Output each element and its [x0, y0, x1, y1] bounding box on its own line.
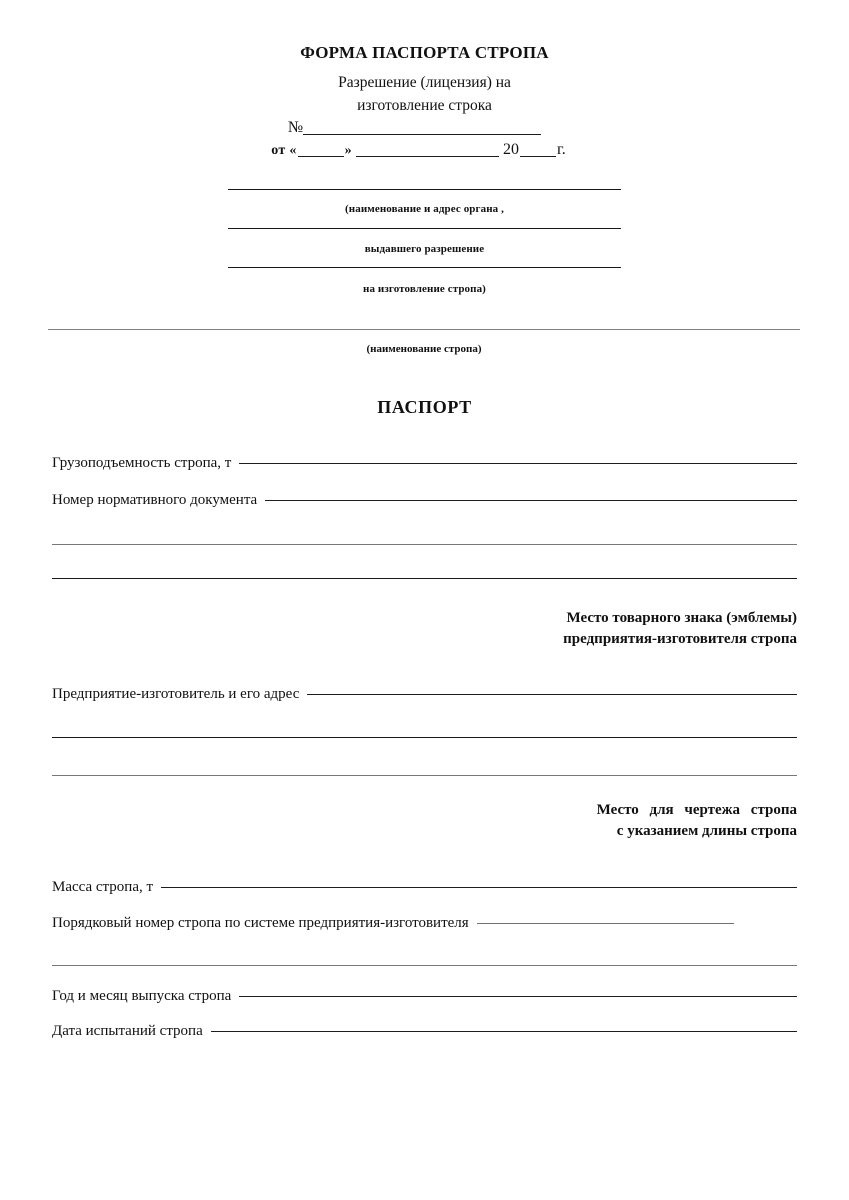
field-serial-number-continuation[interactable]	[52, 965, 797, 966]
field-serial-number	[52, 915, 797, 932]
field-production-date-label: Год и месяц выпуска стропа	[52, 988, 232, 1004]
page-title: ФОРМА ПАСПОРТА СТРОПА	[300, 43, 549, 62]
license-year-suffix: г.	[556, 141, 566, 158]
field-load-capacity-label: Грузоподъемность стропа, т	[52, 455, 232, 471]
field-sling-mass-blank[interactable]	[161, 887, 797, 888]
authority-caption-3: на изготовление стропа)	[363, 283, 486, 295]
license-number-label: №	[287, 119, 304, 136]
authority-caption-2: выдавшего разрешение	[364, 243, 485, 255]
field-test-date-blank[interactable]	[211, 1031, 797, 1032]
sling-name-caption: (наименование стропа)	[366, 343, 482, 355]
license-date-row	[0, 141, 849, 159]
note-drawing-line-2: с указанием длины стропа	[616, 823, 797, 839]
field-load-capacity-blank[interactable]	[239, 463, 797, 464]
note-drawing-line-1: Место для чертежа стропа	[596, 802, 797, 818]
license-number-blank[interactable]	[303, 134, 541, 135]
note-trademark-line-2: предприятия-изготовителя стропа	[563, 631, 797, 647]
note-drawing-place	[597, 800, 797, 842]
field-standard-number	[52, 492, 797, 509]
field-standard-number-continuation-1[interactable]	[52, 544, 797, 545]
field-serial-number-label: Порядковый номер стропа по системе предприятия-изготовителя	[52, 915, 469, 931]
subtitle-line-1: Разрешение (лицензия) на	[338, 74, 511, 91]
authority-blank-line-2[interactable]	[228, 228, 621, 229]
field-standard-number-blank[interactable]	[265, 500, 797, 501]
field-test-date	[52, 1023, 797, 1040]
field-load-capacity	[52, 455, 797, 472]
field-sling-mass	[52, 879, 797, 896]
field-manufacturer-continuation-2[interactable]	[52, 775, 797, 776]
license-day-blank[interactable]	[298, 156, 344, 157]
field-manufacturer-address-blank[interactable]	[307, 694, 797, 695]
authority-blank-line-1[interactable]	[228, 189, 621, 190]
note-trademark-line-1: Место товарного знака (эмблемы)	[566, 610, 797, 626]
license-date-quote-close: »	[344, 143, 352, 158]
field-manufacturer-continuation-1[interactable]	[52, 737, 797, 738]
field-standard-number-continuation-2[interactable]	[52, 578, 797, 579]
field-manufacturer-address-label: Предприятие-изготовитель и его адрес	[52, 686, 300, 702]
field-production-date-blank[interactable]	[239, 996, 797, 997]
sling-name-blank-line[interactable]	[48, 329, 800, 330]
field-serial-number-blank[interactable]	[477, 923, 734, 924]
note-trademark-place	[563, 608, 797, 650]
license-year-blank[interactable]	[520, 156, 556, 157]
license-month-blank[interactable]	[356, 156, 499, 157]
subtitle-line-2: изготовление строка	[357, 97, 492, 114]
field-sling-mass-label: Масса стропа, т	[52, 879, 154, 895]
license-number-row	[0, 119, 849, 137]
authority-caption-1: (наименование и адрес органа ,	[345, 203, 504, 215]
passport-heading: ПАСПОРТ	[377, 397, 472, 417]
license-year-prefix: 20	[502, 141, 519, 158]
authority-blank-line-3[interactable]	[228, 267, 621, 268]
field-production-date	[52, 988, 797, 1005]
field-test-date-label: Дата испытаний стропа	[52, 1023, 203, 1039]
license-date-prefix: от «	[271, 143, 297, 158]
field-standard-number-label: Номер нормативного документа	[52, 492, 258, 508]
field-manufacturer-address	[52, 686, 797, 703]
